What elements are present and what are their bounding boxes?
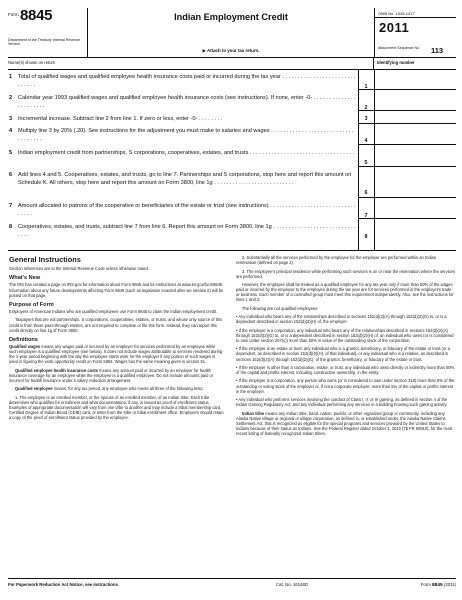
line-text: Cooperatives, estates, and trusts, subtract line 7 from line 6. Report this amount on Form 3800, line 1g . . . . . . . . . . . . . . . . . . . . . . . . . . . . . . .: [18, 223, 356, 238]
catalog-number: Cat. No. 16148D: [276, 582, 309, 587]
definition-term: Indian tribe: [242, 410, 265, 416]
definition-term: Qualified employee: [15, 386, 53, 392]
line-box-number: 1: [364, 84, 368, 90]
whats-new-text: The IRS has created a page on IRS.gov for information about Form 8845 and its instructions at www.irs.gov/form8845. Information about any future developments affecting Form 8845 (such as legislation enacted after we release it) will be posted on that page.: [9, 282, 224, 298]
instructions-left-column: [9, 255, 225, 424]
form-number: 8845: [20, 7, 53, 24]
definition-text: means any wages paid or incurred by an employer for services performed by an employee while such employee is a qualified employee (see below). It does not include wages attributable to services rendered during the 1-year period beginning with the day the employee starts work for the employer if any portion of such wages is used in figuring the work opportunity credit on Form 5884. Wages has the same meaning given in section 51.: [9, 344, 223, 365]
form-footer: [8, 578, 456, 590]
cell-rule: [358, 110, 456, 111]
line-number: 8: [9, 224, 13, 230]
purpose-text: Employers of American Indians who are qualified employees use Form 8845 to claim the Indian employment credit.: [9, 309, 218, 314]
definition-indian-tribe: [236, 411, 455, 437]
tax-year: 2011: [379, 20, 410, 35]
line-text: Amount allocated to patrons of the cooperative or beneficiaries of the estate or trust (see instructions) . . . . . . . . . . . . . . . . . . . . . . . . . . . . . . . . .: [18, 202, 356, 217]
line-number: 7: [9, 203, 13, 209]
definition-health-insurance-costs: [9, 368, 225, 383]
cell-rule: [358, 166, 456, 167]
line-number: 6: [9, 172, 13, 178]
footer-form-number: 8845: [432, 583, 443, 588]
amount-field[interactable]: [374, 89, 456, 90]
line-box-number: 4: [364, 138, 368, 144]
paperwork-notice: For Paperwork Reduction Act Notice, see instructions.: [8, 582, 120, 587]
purpose-text: Taxpayers that are not partnerships, S corporations, cooperatives, estates, or trusts, and whose only source of this credit is from those pass-through entities, are not required to complete or file this form. Instead, they can report this credit directly on line 1g of Form 3800.: [9, 317, 223, 333]
line-number: 4: [9, 128, 13, 134]
line-number: 3: [9, 116, 13, 122]
form-label: Form: [8, 12, 19, 17]
qualified-employee-test: 1. The employee is an enrolled member, or the spouse of an enrolled member, of an Indian tribe. Each tribe determines who qualifies for enrollment and what documentation, if any, is issued as proof of enrollment status. Examples of appropriate documentation will vary from one tribe to another and may include a tribal membership card, Certified Degree of Indian Blood (CDIB) card, or letter from the tribe or tribal enrollment office. Employers should retain a copy of the proof of enrollment status provided by the employee.: [9, 394, 224, 421]
purpose-heading: Purpose of Form: [9, 302, 54, 308]
line-box-number: 8: [364, 234, 368, 240]
definitions-heading: Definitions: [9, 337, 38, 343]
fifty-percent-rule: However, the employee shall be treated as a qualified employee for any tax year only if more than 50% of the wages paid or incurred by the employer to the employee during the tax year are for services performed in the employer's trade or business. Each member of a controlled group must meet this requirement independently. Also, see the instructions for lines 1 and 2.: [236, 282, 454, 303]
form-header: [8, 8, 456, 58]
line-number: 2: [9, 95, 13, 101]
line-box-number: 2: [364, 105, 368, 111]
line-text: Total of qualified wages and qualified employee health insurance costs paid or incurred during the tax year . . . . . . . . . . . . . . . . . . . . . . . . . . . . . .: [18, 73, 356, 88]
line-text: Multiply line 3 by 20% (.20). See instructions for the adjustment you must make to salaries and wages . . . . . . . . . . . . . . . . . . . . . . . . . . . . . . . . . . .: [18, 127, 354, 142]
definition-term: Qualified employee health insurance costs: [15, 367, 99, 373]
definition-qualified-employee: [9, 386, 225, 391]
definition-text: means, for any tax period, any employee who meets all three of the following tests.: [52, 386, 204, 392]
definition-qualified-wages: [9, 344, 225, 365]
department-label: Department of the Treasury Internal Revenue Service: [8, 38, 81, 47]
line-text: Calendar year 1993 qualified wages and qualified employee health insurance costs (see instructions). If none, enter -0- . . . . . . . . . . . . . . . . . . . . . . .: [18, 94, 356, 109]
qualified-employee-test: 2. Substantially all the services performed by the employee for the employer are performed within an Indian reservation (defined on page 2).: [236, 255, 437, 266]
amount-column-rule: [374, 70, 375, 250]
line-box-number: 7: [364, 213, 368, 219]
exclusion-bullet: • If the employer is a corporation, any person who owns (or is considered to own under section 318) more than 5% of the outstanding or voting stock of the employer or, if not a corporate employer, more than 5% of the capital or profits interest in the employer.: [236, 378, 455, 394]
line-box-number: 5: [364, 160, 368, 166]
exclusion-bullet: • If the employer is other than a corporation, estate, or trust, any individual who owns directly or indirectly more than 50% of the capital and profits interest, including constructive ownership, in the entity.: [236, 364, 455, 376]
form-id-block: [8, 8, 88, 58]
general-instructions-heading: General Instructions: [9, 255, 81, 264]
exclusion-bullet: • Any individual who bears any of the relationships described in sections 152(d)(2)(A) through 152(d)(2)(G) to, or is a dependent described in section 152(d)(2)(H) of, the employer.: [236, 314, 447, 325]
cell-rule: [358, 123, 456, 124]
line-text: Indian employment credit from partnerships, S corporations, cooperatives, estates, and trusts . . . . . . . . . . . . . . . . . . . . . . . . . . . . . . . . . .: [18, 149, 355, 156]
exclusion-bullet: • If the employer is a corporation, any individual who bears any of the relationships described in sections 152(d)(2)(A) through 152(d)(2)(G) to, or is a dependent described in section 152(d)(2)(H) of, an individual who owns (or is considered to own under section 267(c)) more than 50% in value of the outstanding stock of the corporation.: [236, 327, 454, 343]
cell-rule: [358, 144, 456, 145]
omb-number: OMB No. 1545-1417: [375, 8, 456, 18]
definition-text: means any Indian tribe, band, nation, pueblo, or other organized group or community, including any Alaska Native village or regional or village corporation, as defined in, or established under, the Alaska Native Claims Settlement Act, that is recognized as eligible for the special programs and services provided by the United States to Indians because of their status as Indians. See the Federal Register dated October 1, 2010 (75 FR 60810), for the most recent listing of federally recognized Indian tribes.: [236, 410, 453, 437]
section-references-note: Section references are to the Internal Revenue Code unless otherwise noted.: [9, 266, 149, 271]
line-text: Add lines 4 and 5. Cooperatives, estates, and trusts, go to line 7. Partnerships and S corporations, stop here and report this amount on Schedule K. All others, stop here and report this amount on Form 3800, line 1g . . . . . . . . . . . . . . . . . . . . . . . . . .: [18, 171, 352, 186]
instructions-right-column: [236, 255, 455, 440]
attachment-sequence-label: Attachment Sequence No.: [378, 46, 420, 50]
identifying-number-field[interactable]: Identifying number: [377, 60, 415, 65]
footer-form-id: [421, 582, 456, 588]
qualified-employee-test: 3. The employee's principal residence while performing such services is on or near the reservation where the services are performed.: [236, 268, 456, 279]
name-field[interactable]: [8, 58, 374, 70]
credit-lines-table: [8, 70, 456, 251]
whats-new-heading: What's New: [9, 275, 41, 282]
attach-instruction: ▶ Attach to your tax return.: [202, 48, 260, 53]
form-title: Indian Employment Credit: [174, 12, 288, 22]
box-number-column-rule: [358, 70, 359, 250]
cell-rule: [358, 218, 456, 219]
exclusion-bullet: • Any individual who performs services involving the conduct of Class I, II, or III gaming, as defined in section 4 of the Indian Gaming Regulatory Act, and any individual performing any services in a building housing such gaming activity.: [236, 397, 448, 408]
name-label: Name(s) shown on return: [8, 60, 56, 65]
exclusion-bullet: • If the employer is an estate or trust, any individual who is a grantor, beneficiary, or fiduciary of the estate or trust (or a dependent, as described in section 152(d)(2)(H), of that individual), or any individual who is a relative, as described in sections 152(d)(2)(A) through 152(d)(2)(G), of the grantor, beneficiary, or fiduciary of the estate or trust.: [236, 346, 450, 362]
line-number: 1: [9, 74, 13, 80]
attachment-sequence-number: 113: [431, 46, 444, 55]
footer-form-label: Form: [420, 582, 431, 587]
line-number: 5: [9, 150, 13, 156]
definition-text: means any amount paid or incurred by an employer for health insurance coverage for an employee while the employee is a qualified employee. Do not include amounts paid or incurred for health insurance under a salary reduction arrangement.: [9, 367, 214, 384]
footer-year: (2011): [443, 582, 456, 587]
definition-term: Qualified wages: [9, 344, 41, 349]
title-block: [88, 8, 375, 58]
name-row: [8, 58, 456, 70]
cell-rule: [358, 197, 456, 198]
line-box-number: 3: [364, 116, 368, 122]
not-qualified-intro: The following are not qualified employees.: [242, 305, 319, 311]
line-box-number: 6: [364, 190, 368, 196]
omb-block: [375, 8, 456, 58]
line-text: Incremental increase. Subtract line 2 from line 1. If zero or less, enter -0- . . . . . . . .: [18, 115, 223, 122]
